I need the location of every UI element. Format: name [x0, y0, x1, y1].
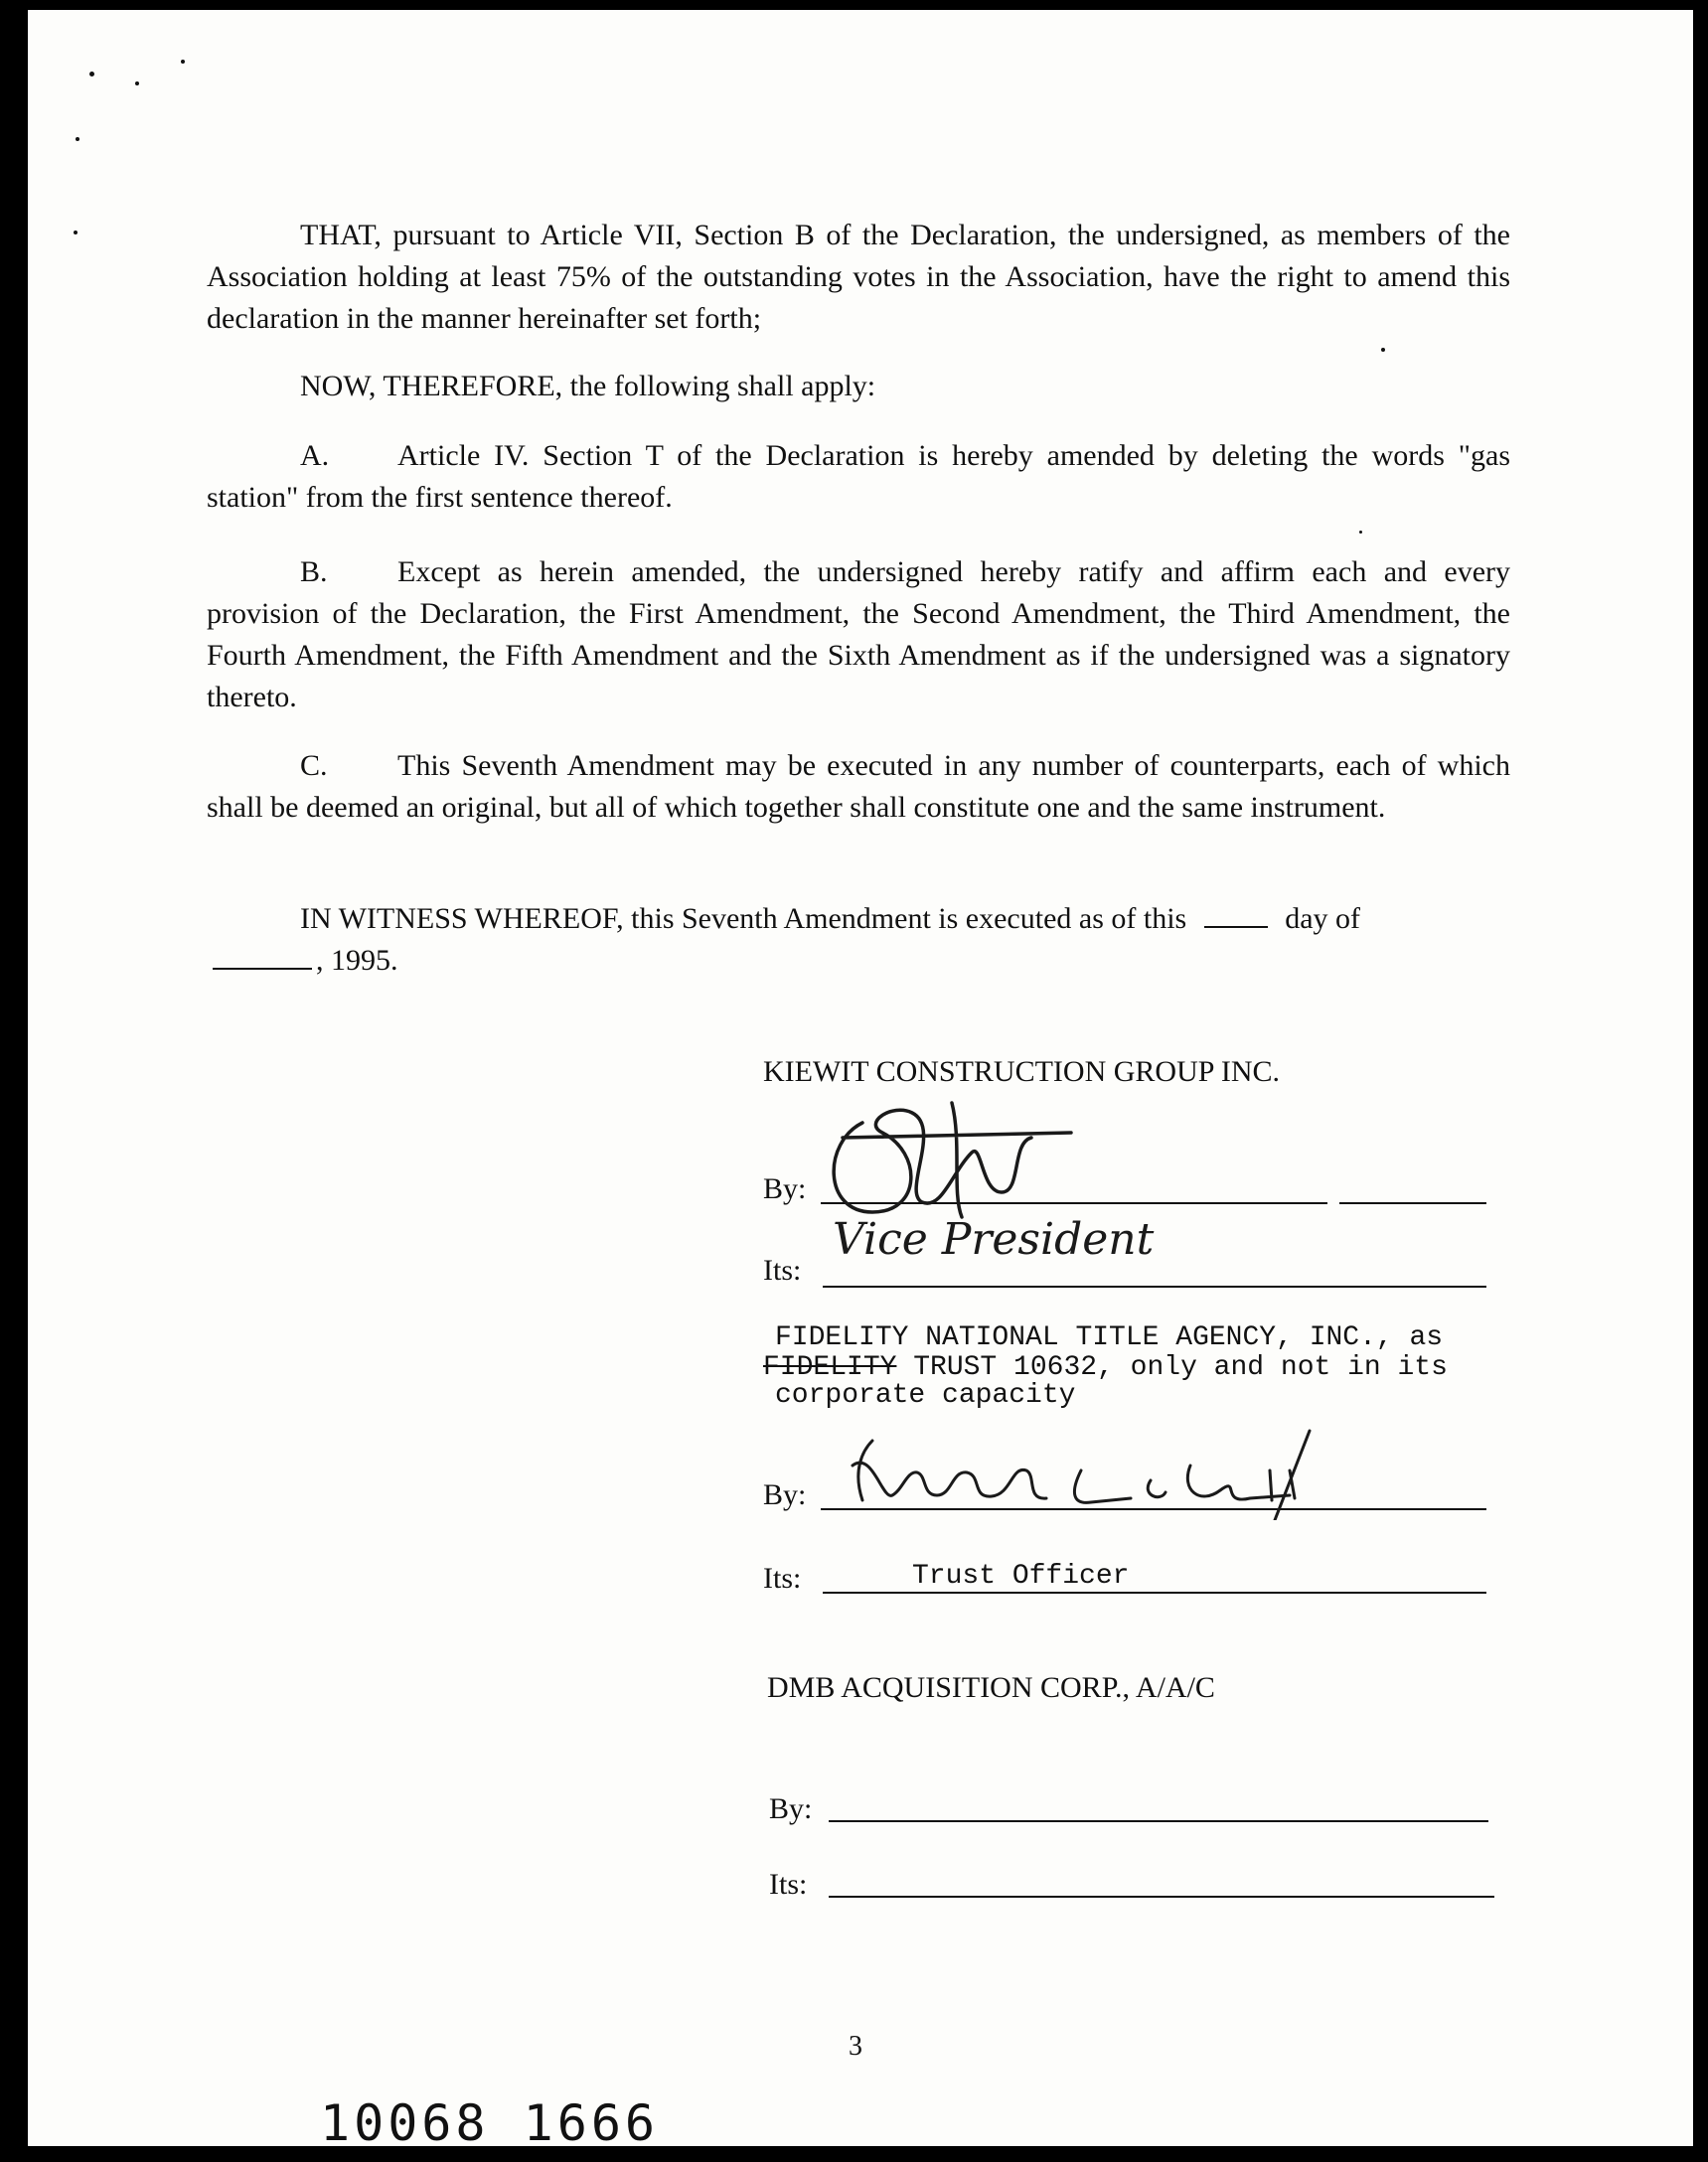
fidelity-by-label: By:: [763, 1478, 807, 1511]
fidelity-struck-word: FIDELITY: [763, 1352, 897, 1383]
scan-speck: [135, 81, 139, 85]
fidelity-its-line: [823, 1592, 1486, 1594]
witness-line-2: [213, 944, 398, 978]
witness-day-of: day of: [1285, 902, 1361, 935]
fidelity-signature: [823, 1411, 1359, 1520]
dmb-its-line: [829, 1896, 1494, 1898]
month-blank: [213, 946, 312, 970]
fidelity-company-line2-text: TRUST 10632, only and not in its: [896, 1352, 1448, 1383]
day-blank: [1204, 904, 1268, 928]
document-page: [28, 10, 1693, 2152]
paragraph-that-text: THAT, pursuant to Article VII, Section B of the Declaration, the undersigned, as members of the Association holding at least 75% of the outstanding votes in the Association, have the right to amend this declaration in the manner hereinafter set forth;: [207, 219, 1510, 335]
fidelity-company-line1: FIDELITY NATIONAL TITLE AGENCY, INC., as: [775, 1322, 1444, 1353]
scan-speck: [1359, 531, 1362, 534]
kiewit-by-line-extra: [1339, 1202, 1486, 1204]
kiewit-by-label: By:: [763, 1172, 807, 1205]
dmb-by-line: [829, 1820, 1488, 1822]
paragraph-b-text: Except as herein amended, the undersigned hereby ratify and affirm each and every provision of the Declaration, the First Amendment, the Second Amendment, the Third Amendment, the Fourth Amendment, the Fifth Amendment and the Sixth Amendment as if the undersigned was a signatory thereto.: [207, 555, 1510, 713]
paragraph-c-label: C.: [300, 749, 328, 782]
page-number: 3: [849, 2031, 862, 2062]
paragraph-b: [207, 551, 1510, 718]
dmb-its-label: Its:: [769, 1868, 808, 1901]
paragraph-a-label: A.: [300, 439, 330, 472]
kiewit-its-label: Its:: [763, 1254, 802, 1287]
scan-speck: [89, 72, 94, 77]
scan-speck: [76, 137, 79, 141]
fidelity-its-label: Its:: [763, 1562, 802, 1595]
scan-speck: [1381, 348, 1385, 352]
kiewit-company-name: KIEWIT CONSTRUCTION GROUP INC.: [763, 1055, 1280, 1088]
fidelity-company-line2: [763, 1353, 1448, 1383]
scan-speck: [181, 60, 185, 64]
scan-speck: [74, 231, 78, 234]
witness-line-1: [300, 902, 1360, 936]
paragraph-a: [207, 435, 1510, 519]
paragraph-b-label: B.: [300, 555, 328, 588]
dmb-by-label: By:: [769, 1792, 813, 1825]
document-stamp-number: 10068 1666: [320, 2094, 660, 2152]
paragraph-a-text: Article IV. Section T of the Declaration is hereby amended by deleting the words "gas station" from the first sentence thereof.: [207, 439, 1510, 514]
fidelity-its-value: Trust Officer: [912, 1561, 1130, 1592]
kiewit-its-value: Vice President: [833, 1214, 1155, 1265]
paragraph-c-text: This Seventh Amendment may be executed in any number of counterparts, each of which shall be deemed an original, but all of which together shall constitute one and the same instrument.: [207, 749, 1510, 824]
paragraph-that: [207, 215, 1510, 340]
paragraph-c: [207, 745, 1510, 829]
fidelity-company-line3: corporate capacity: [775, 1380, 1076, 1411]
kiewit-signature: [803, 1083, 1121, 1232]
witness-year: , 1995.: [316, 944, 398, 977]
dmb-company-name: DMB ACQUISITION CORP., A/A/C: [767, 1671, 1215, 1704]
witness-text: IN WITNESS WHEREOF, this Seventh Amendment is executed as of this: [300, 902, 1187, 935]
kiewit-its-line: [823, 1286, 1486, 1288]
paragraph-now-therefore: NOW, THEREFORE, the following shall apply:: [300, 370, 876, 402]
